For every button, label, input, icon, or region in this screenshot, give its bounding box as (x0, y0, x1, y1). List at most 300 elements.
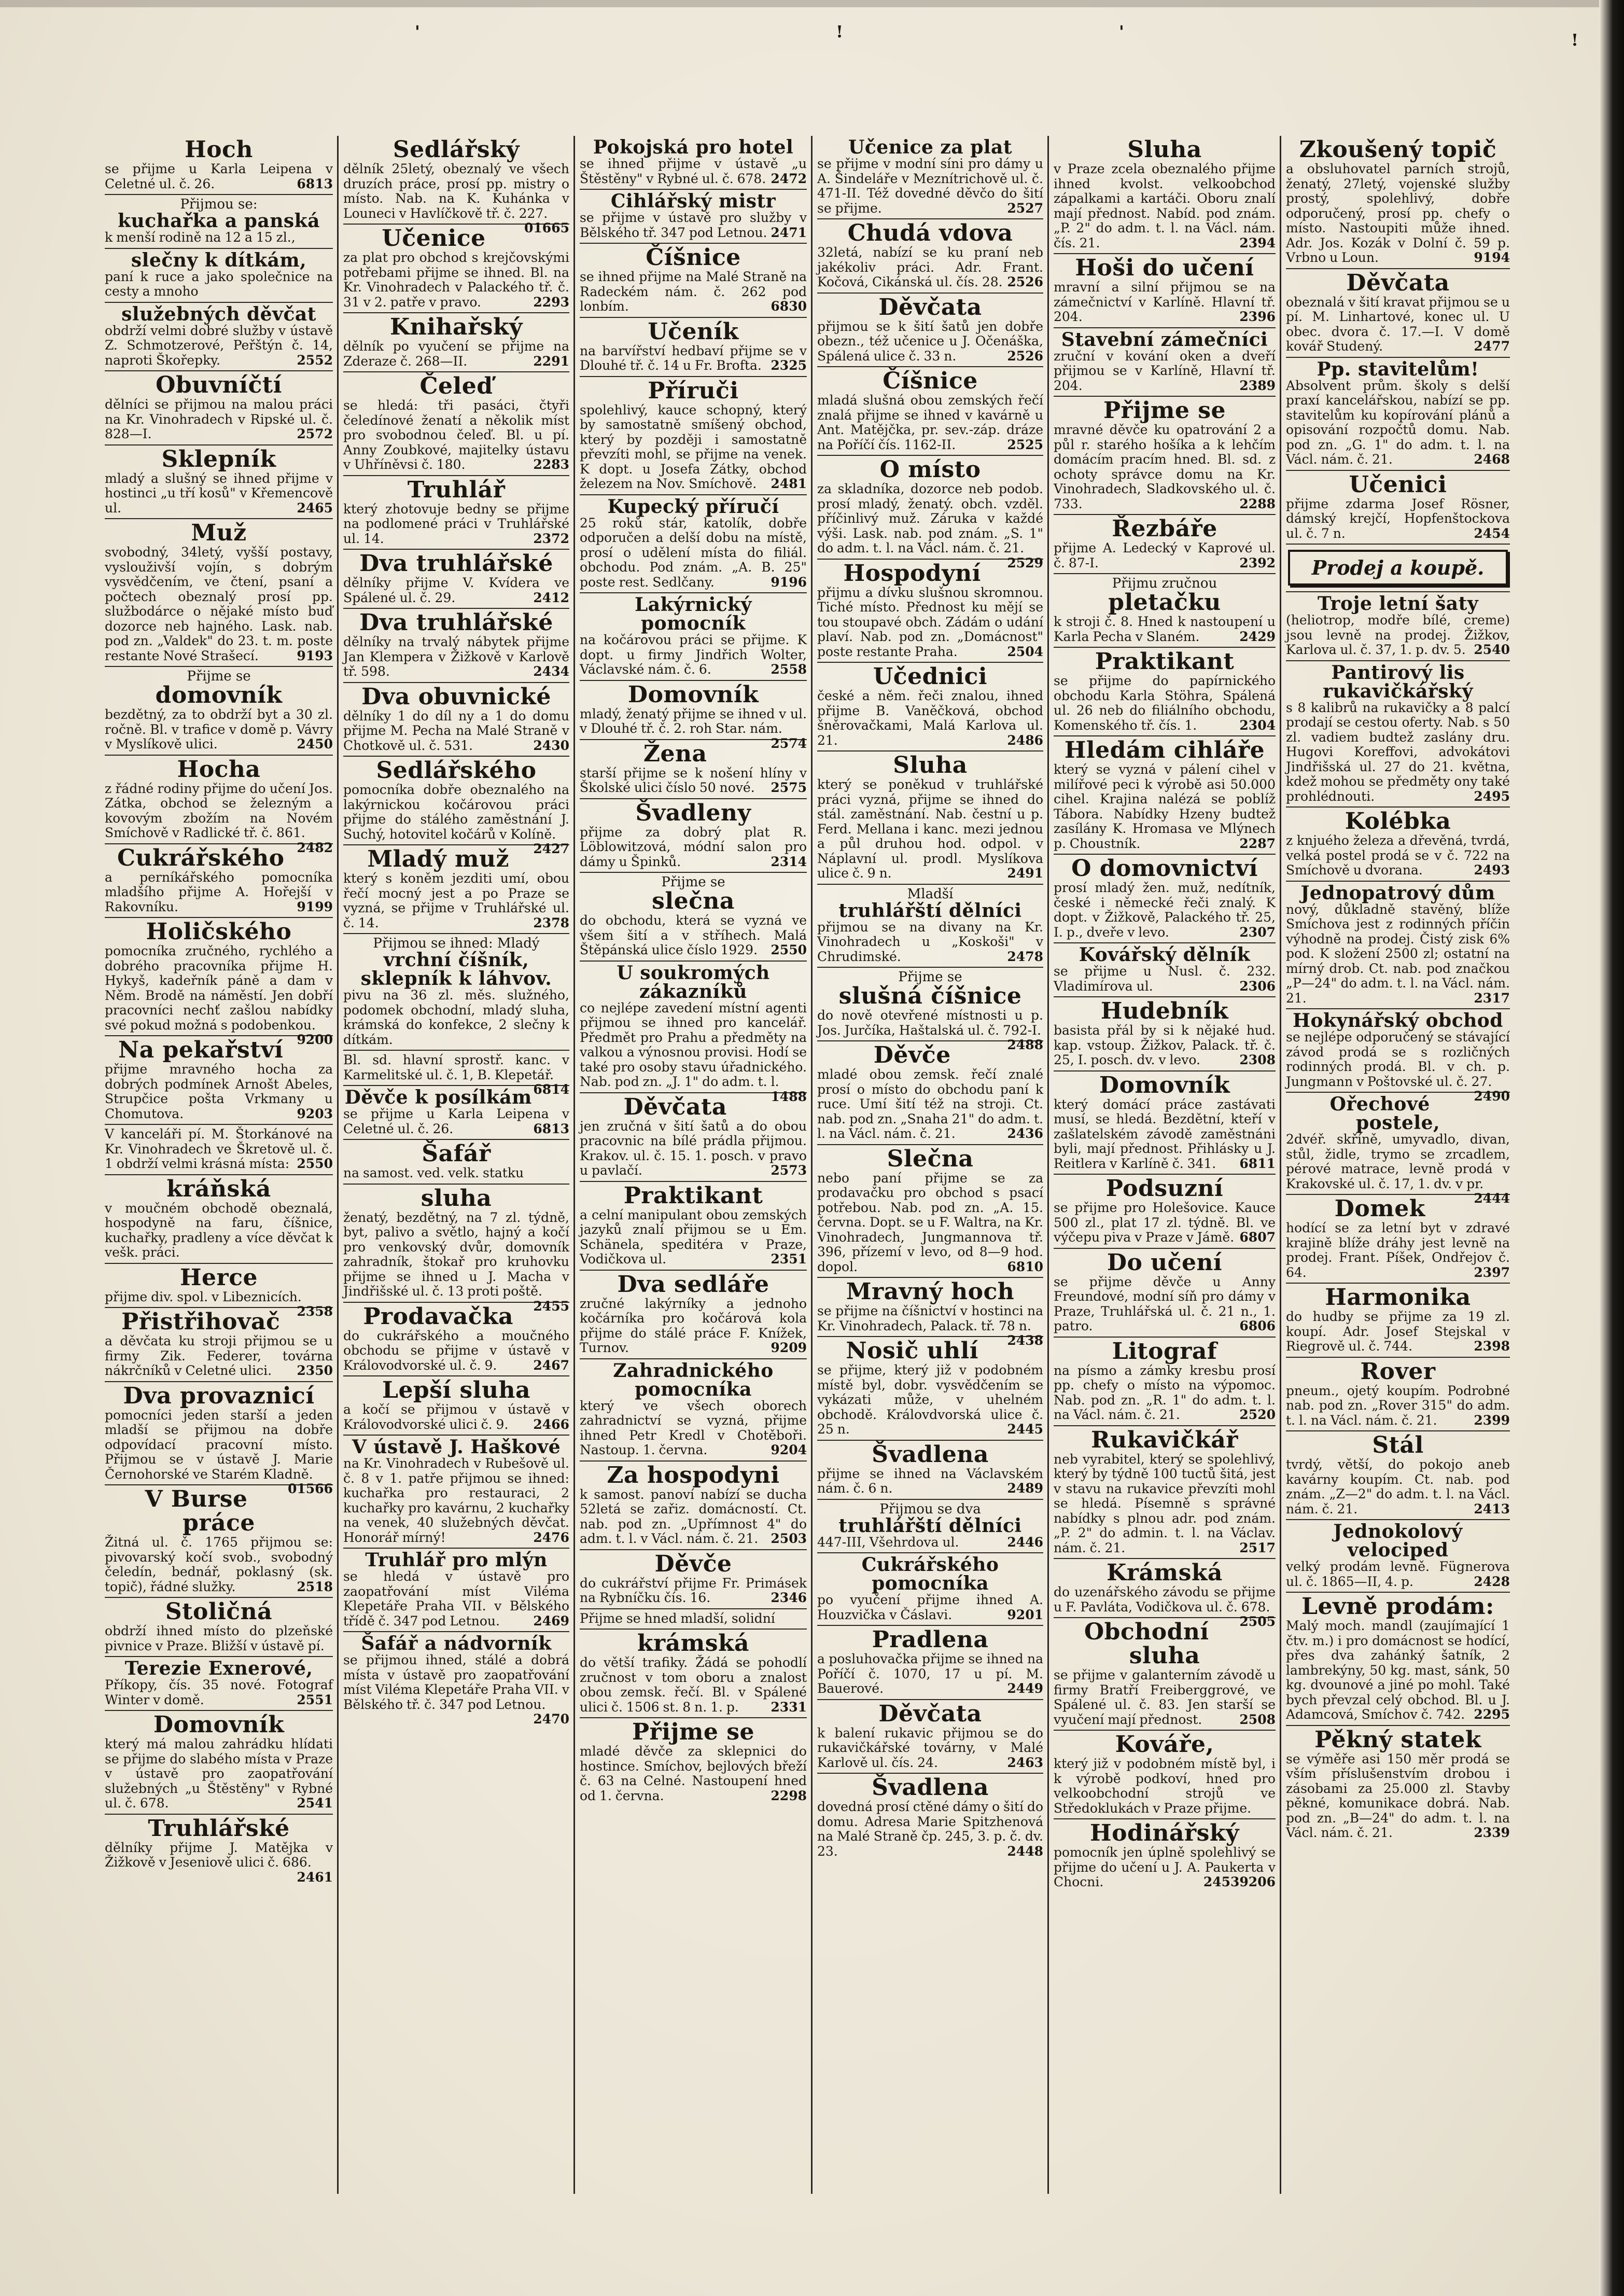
ad-number: 2541 (297, 1796, 333, 1811)
ad-body (343, 1107, 569, 1136)
ad-headline: Pěkný statek (1314, 1726, 1481, 1753)
ad-number: 2527 (1007, 200, 1043, 216)
ad-number: 2358 (297, 1304, 333, 1319)
ad-number: 2481 (771, 476, 807, 491)
ad-number: 2526 (1007, 274, 1043, 289)
ad-body (580, 1611, 807, 1626)
ad-headline: Hledám cihláře (1064, 737, 1265, 763)
ad-headline: Litograf (1112, 1338, 1217, 1365)
ad-text: k samost. panoví nabízí se ducha 52letá se zařiz. domácností. Ct. nab. pod zn. „Upřímnost 4" do adm. t. l. v Václ. nám. č. 21. (580, 1486, 807, 1546)
ad-text: Absolvent prům. školy s delší praxí kancelářskou, nabízí se pp. stavitelům ku kopírování plánů a opisování rozpočtů domu. Nab. pod zn. „G. 1" do adm. t. l. na Václ. nám. č. 21. (1286, 378, 1510, 467)
ad-text: pivu na 36 zl. měs. služného, podomek obchodní, mladý sluha, krámská do konfekce, 2 slečny k dítkám. (343, 987, 569, 1047)
ad-number: 2551 (297, 1692, 333, 1707)
ad-body (580, 825, 807, 870)
ad-headline: Nosič uhlí (846, 1338, 978, 1364)
ad-text: se ihned přijme na Malé Straně na Radeckém nám. č. 262 pod lonbím. (580, 269, 807, 314)
ad-number: 9203 (297, 1106, 333, 1121)
classified-ad (580, 873, 807, 962)
classified-ad (105, 1036, 333, 1125)
classified-ad (1054, 1559, 1276, 1629)
ad-text: se přijme v galanterním závodě u firmy Bratří Freiberggrové, ve Spálené ul. č. 83. Jen starší se vyučení mají přednost. (1054, 1667, 1276, 1727)
classified-ad (580, 1550, 807, 1609)
ad-number: 01665 (524, 220, 569, 235)
ad-text: přijme div. spol. v Libeznicích. (105, 1289, 302, 1304)
ad-text: basista přál by si k nějaké hud. kap. vstoup. Žižkov, Palack. tř. č. 25, I. posch. dv. v levo. (1054, 1023, 1276, 1067)
ad-body (1054, 1097, 1276, 1172)
ad-number: 2472 (771, 171, 807, 186)
classified-column (1283, 136, 1513, 2194)
classified-ad (105, 667, 333, 756)
ad-text: v Praze zcela obeznalého přijme ihned kvolst. velkoobchod zápalkami a kartáči. Oboru znalí mají přednost. Nabíd. pod znám. „P. 2" do adm. t. l. na Václ. nám. čís. 21. (1054, 161, 1276, 251)
ad-text: velký prodám levně. Fügnerova ul. č. 1865—II, 4. p. (1286, 1559, 1510, 1589)
ad-text: do uzenářského závodu se přijme u F. Pavláta, Vodičkova ul. č. 678. (1054, 1584, 1276, 1615)
ad-headline: Řezbáře (1112, 516, 1217, 542)
classified-ad (343, 225, 569, 313)
ad-number: 2444 (1474, 1191, 1510, 1206)
ad-text: bezdětný, za to obdrží byt a 30 zl. ročně. Bl. v trafice v domě p. Vávry v Myslíkově ulici. (105, 707, 333, 752)
ad-headline: Příruči (648, 377, 739, 404)
ad-headline: Do učení (1107, 1249, 1223, 1276)
ad-headline: Sedlářský (393, 136, 520, 163)
ad-body (105, 397, 333, 442)
ad-number: 9199 (297, 899, 333, 914)
classified-ad (105, 1125, 333, 1175)
ad-text: zručné lakýrníky a jednoho kočárníka pro kočárová kola přijme do stálé práce F. Knížek, Turnov. (580, 1296, 807, 1355)
classified-ad (580, 190, 807, 244)
ad-headline: Číšnice (883, 368, 978, 394)
ad-headline: Zkoušený topič (1299, 136, 1497, 163)
ad-text: neb vyrabitel, který se spolehlivý, který by týdně 100 tuctů šitá, jest v stavu na rukavice převzíti mohl se hledá. Písemně s správné nabídky s plnou adr. pod znám. „P. 2" do admin. t. l. na Václav. nám. č. 21. (1054, 1451, 1276, 1555)
ad-body (1054, 423, 1276, 511)
ad-body (105, 1535, 333, 1594)
ad-body (580, 270, 807, 314)
classified-ad (1054, 855, 1276, 943)
classified-ad (1286, 1009, 1510, 1104)
ad-body (105, 943, 333, 1047)
ad-headline: vrchní číšník, sklepník k láhvov. (360, 949, 552, 990)
ad-number: 2392 (1239, 555, 1276, 570)
ad-headline: Jednopatrový dům (1300, 882, 1495, 904)
ad-text: se přijme v ústavě pro služby v Bělského tř. 347 pod Letnou. (580, 210, 807, 240)
classified-ad (343, 609, 569, 683)
ad-number: 6810 (1007, 1259, 1043, 1274)
ad-headline: Pokojská pro hotel (593, 136, 794, 158)
ad-text: se přijme na číšnictví v hostinci na Kr. Vinohradech, Palack. tř. 78 n. (817, 1303, 1043, 1333)
ad-body (105, 1624, 333, 1653)
classified-ad (817, 367, 1043, 456)
ad-number: 2429 (1239, 629, 1276, 644)
ad-body (105, 230, 333, 245)
ad-number: 2486 (1007, 732, 1043, 748)
ad-body (1054, 280, 1276, 325)
ad-body (1054, 1845, 1276, 1890)
ad-number: 6813 (533, 1121, 569, 1136)
classified-ad (1054, 1618, 1276, 1731)
ad-number: 9194 (1474, 250, 1510, 265)
ad-text: české a něm. řeči znalou, ihned přijme B. Vaněčková, obchod šněrovačkami, Malá Karlova ul. 21. (817, 688, 1043, 748)
classified-ad (817, 1700, 1043, 1774)
ad-headline: Slečna (887, 1145, 974, 1172)
ad-headline: Žena (643, 740, 707, 767)
ad-body (817, 1726, 1043, 1771)
ad-headline: Cihlářský mistr (610, 190, 776, 212)
ad-headline: Podsuzní (1105, 1175, 1224, 1202)
ad-headline: Učeník (648, 318, 739, 345)
ad-headline: Učenice za plat (848, 136, 1013, 158)
ad-body (105, 781, 333, 855)
ad-body (1054, 762, 1276, 851)
ad-text: se ihned přijme v ústavě „u Štěstěny" v Rybné ul. č. 678. (580, 156, 807, 186)
ad-body (105, 1289, 333, 1319)
ad-text: k stroji č. 8. Hned k nastoupení u Karla Pecha v Slaném. (1054, 614, 1276, 644)
ad-number: 2489 (1007, 1481, 1043, 1496)
ad-number: 6814 (533, 1082, 569, 1097)
ad-text: se přijme u Karla Leipena v Celetné ul. č. 26. (343, 1106, 569, 1136)
ad-body (580, 1399, 807, 1458)
ad-number: 2575 (771, 780, 807, 795)
ad-number: 2573 (771, 1163, 807, 1178)
ad-headline: Děvčata (878, 1700, 982, 1727)
ad-text: mladé děvče za sklepnici do hostince. Smíchov, bejlových břeží č. 63 na Celné. Nastoupení hned od 1. června. (580, 1744, 807, 1803)
classified-ad (1054, 1731, 1276, 1819)
classified-ad (343, 1436, 569, 1549)
classified-ad (817, 294, 1043, 368)
ad-text: zruční v kování oken a dveří přijmou se v Karlíně, Hlavní tř. 204. (1054, 348, 1276, 393)
classified-ad (580, 1609, 807, 1630)
ad-body (343, 988, 569, 1047)
ad-text: který se vyzná v pálení cihel v milířové peci k výrobě asi 50.000 cihel. Krajina nalézá se poblíž Tábora. Nabídky Hzeny budtež zasílány K. Hromasa ve Mlýnech p. Choustník. (1054, 762, 1276, 851)
ad-headline: Sluha (893, 752, 968, 778)
ad-text: Malý moch. mandl (zaujímající 1 čtv. m.) i pro domácnost se hodící, přes dva zahánký šatník, 2 lambrekýny, 50 kg. mast, sánk, 50 kg. dvounové a jiné po mohl. Také bych převzal celý obchod. Bl. u J. Adamcová, Smíchov č. 742. (1286, 1618, 1510, 1722)
ad-headline: Stoličná (165, 1598, 273, 1625)
ad-body (1286, 1560, 1510, 1589)
ad-number: 6813 (297, 176, 333, 191)
classified-ad (817, 663, 1043, 752)
ad-number: 2434 (533, 664, 569, 679)
ad-text: pomocníka dobře obeznalého na lakýrnickou kočárovou práci přijme do stálého zaměstnání J. Suchý, hotovitel kočárů v Kolíně. (343, 782, 569, 842)
ad-body (343, 1456, 569, 1545)
ad-number: 6830 (771, 299, 807, 314)
ad-text: jen zručná v šití šatů a do obou pracovnic na bílé prádla přijmou. Krakov. ul. č. 15. 1. posch. v pravo u pavlačí. (580, 1118, 807, 1178)
classified-ad (817, 1145, 1043, 1278)
ad-headline: Švadleny (635, 799, 751, 826)
ad-body (817, 1593, 1043, 1622)
ad-number: 2453 (1203, 1874, 1240, 1889)
ad-body (343, 1652, 569, 1727)
ad-body (343, 161, 569, 235)
classified-ad (1286, 471, 1510, 545)
ad-number: 2520 (1239, 1407, 1276, 1422)
ad-number: 2466 (533, 1416, 569, 1432)
ad-headline: Prodavačka (363, 1303, 514, 1330)
classified-ad (1054, 254, 1276, 328)
ad-text: obeznalá v šití kravat přijmou se u pí. M. Linhartové, konec ul. U obec. dvora č. 17.—I. V domě kovář Studený. (1286, 294, 1510, 354)
ad-body (580, 633, 807, 677)
ad-number: 2350 (297, 1363, 333, 1378)
ad-body (1286, 497, 1510, 541)
page-mark: ! (1571, 30, 1579, 50)
ad-text: pneum., ojetý koupím. Podrobné nab. pod zn. „Rover 315" do adm. t. l. na Václ. nám. č. 21. (1286, 1383, 1510, 1428)
ad-body (580, 913, 807, 958)
classified-ad (1286, 545, 1510, 592)
ad-text: Žitná ul. č. 1765 přijmou se: pivovarský kočí svob., svobodný čeledín, bednář, poklasný (sk. topič), řádné služky. (105, 1535, 333, 1594)
ad-body (105, 270, 333, 299)
ad-number: 9201 (1007, 1607, 1043, 1622)
classified-ad (105, 195, 333, 249)
ad-text: na kočárovou práci se přijme. K dopt. u firmy Jindřich Wolter, Václavské nám. č. 6. (580, 632, 807, 677)
ad-body (343, 576, 569, 605)
ad-headline: Dva truhlářské (359, 550, 553, 577)
ad-text: přijme mravného hocha za dobrých podmínek Arnošt Abeles, Strupčice pošta Vrkmany u Chomutova. (105, 1062, 333, 1121)
ad-intro: Přijmou se ihned: Mladý (373, 936, 540, 951)
classified-ad (105, 249, 333, 303)
ad-number: 2503 (771, 1531, 807, 1546)
ad-body (105, 1201, 333, 1260)
ad-headline: Rukavičkář (1091, 1426, 1238, 1453)
ad-text: dělníky 1 do díl ny a 1 do domu přijme M. Pecha na Malé Straně v Chotkově ul. č. 531. (343, 708, 569, 753)
ad-headline: Muž (191, 520, 247, 546)
ad-number: 2325 (771, 358, 807, 373)
ad-body (1286, 1619, 1510, 1722)
ad-body (817, 393, 1043, 452)
ad-text: po vyučení přijme ihned A. Houzvička v Čáslavi. (817, 1592, 1043, 1622)
ad-body (343, 871, 569, 930)
ad-number: 9200 (297, 1032, 333, 1047)
ad-body (1286, 1752, 1510, 1841)
ad-number: 2288 (1239, 496, 1276, 511)
page-mark: ' (415, 22, 420, 41)
ad-number: 2471 (771, 225, 807, 240)
ad-text: v moučném obchodě obeznalá, hospodyně na faru, číšnice, kuchařky, pradleny a více děvčat k vešk. práci. (105, 1200, 333, 1260)
ad-body (343, 339, 569, 369)
ad-headline: Dva sedláře (617, 1271, 769, 1298)
classified-column (340, 136, 572, 2194)
ad-headline: Cukrářského pomocníka (861, 1554, 999, 1594)
ad-text: mravné děvče ku opatrování 2 a půl r. starého hošíka a k lehčím domácím pracím hned. Bl. sd. z ochoty správce domu na Kr. Vinohradech, Sladkovského ul. č. 733. (1054, 422, 1276, 511)
ad-text: dělník 25letý, obeznalý ve všech druzích práce, prosí pp. mistry o místo. Nab. na K. Kuhánka v Louneci v Havlíčkově tř. č. 227. (343, 161, 569, 221)
ad-number: 2463 (1007, 1755, 1043, 1770)
ad-text: který se poněkud v truhlářské práci vyzná, přijme se ihned do stál. zaměstnání. Nab. čestní u p. Ferd. Mellana i kanc. mezi jednou a půl druhou hod. odpol. v Náplavní ul. prodl. Myslíkova ulice č. 9 n. (817, 777, 1043, 881)
classified-ad (1286, 882, 1510, 1010)
ad-headline: Šafář a nádvorník (361, 1633, 552, 1654)
ad-body (817, 1303, 1043, 1348)
ad-headline: Přijme se (1103, 397, 1226, 424)
ad-number: 2540 (1474, 642, 1510, 657)
classified-ad (580, 1630, 807, 1718)
ad-text: se přijme pro Holešovice. Kauce 500 zl., plat 17 zl. týdně. Bl. ve výčepu piva v Praze v Jámě. (1054, 1200, 1276, 1245)
ad-headline: Domek (1334, 1195, 1425, 1222)
ad-text: za skladníka, dozorce neb podob. prosí mladý, ženatý. obch. vzděl. příčinlivý muž. Záruka v každé výši. Lask. nab. pod znám. „S. 1" do adm. t. l. na Václ. nám. č. 21. (817, 481, 1043, 555)
ad-text: přijmu a dívku slušnou skromnou. Tiché místo. Přednost ku mějí se tou stoupavé obch. Zádám o udání plaví. Nab. pod zn. „Domácnost" poste restante Praha. (817, 585, 1043, 659)
ad-text: mladý, ženatý přijme se ihned v ul. v Dlouhé tř. č. 2. roh Star. nám. (580, 706, 807, 736)
ad-body (343, 1402, 569, 1432)
ad-text: co nejlépe zavedení místní agenti přijmou se ihned pro kancelář. Předmět pro Prahu a předměty na valkou a výnosnou provisi. Hodí se také pro osoby stavu úřadnického. Nab. pod zn. „J. 1" do adm. t. l. (580, 1000, 807, 1089)
ad-body (1286, 833, 1510, 878)
ad-headline: Terezie Exnerové, (124, 1658, 313, 1679)
ad-text: na Kr. Vinohradech v Rubešově ul. č. 8 v 1. patře přijmou se ihned: kuchařka pro restauraci, 2 kuchařky pro kavárnu, 2 kuchařky na venek, 40 služebných děvčat. Honorář mírný! (343, 1456, 569, 1545)
ad-number: 2339 (1474, 1825, 1510, 1840)
ad-text: spolehlivý, kauce schopný, který by samostatně smíšený obchod, který by později i samostatně převzíti mohl, se přijme na venek. K dopt. u Josefa Zátky, obchod železem na Nov. Smíchově. (580, 402, 807, 491)
ad-text: starší přijme se k nošení hlíny v Školské ulici číslo 50 nové. (580, 765, 807, 795)
ad-text: svobodný, 34letý, vyšší postavy, vyslouživší vojín, s dobrým vysvědčením, ve čtení, psaní a počtech obeznalý prosí pp. službodárce o nějaké místo buď dozorce neb hajného. Lask. nab. pod zn. „Valdek" do 23. t. m. poste restante Nové Strašecí. (105, 545, 333, 663)
classified-ad (1054, 136, 1276, 254)
ad-text: do větší trafiky. Žádá se pohodlí zručnost v tom oboru a znalost obou zemsk. řečí. Bl. v Spálené ulici č. 1506 st. 8 n. 1. p. (580, 1655, 807, 1715)
ad-body (817, 1067, 1043, 1142)
classified-ad (105, 136, 333, 195)
ad-body (1054, 349, 1276, 394)
ad-text: se přijme do papírnického obchodu Karla Stöhra, Spálená ul. 26 neb do filiálního obchodu, Komenského tř. čís. 1. (1054, 673, 1276, 733)
classified-section (102, 136, 1513, 2194)
classified-ad (105, 756, 333, 855)
ad-number: 2331 (771, 1699, 807, 1715)
ad-body (1286, 162, 1510, 266)
ad-body (1054, 1275, 1276, 1334)
ad-body (817, 481, 1043, 570)
ad-text: z řádné rodiny přijme do učení Jos. Zátka, obchod se železným a kovovým zbožím na Novém Smíchově v Radlické tř. č. 861. (105, 781, 333, 840)
ad-intro: Přijmou se: (180, 197, 258, 212)
ad-headline: Dva truhlářské (359, 609, 553, 636)
ad-headline: slečny k dítkám, (131, 249, 307, 271)
ad-body (105, 471, 333, 516)
ad-text: do cukrářství přijme Fr. Primásek na Rybníčku čís. 16. (580, 1575, 807, 1605)
ad-headline: Děvče (654, 1550, 732, 1577)
ad-text: dělníci se přijmou na malou práci na Kr. Vinohradech v Ripské ul. č. 828—I. (105, 397, 333, 441)
ad-headline: Truhlář pro mlýn (365, 1549, 548, 1571)
classified-ad (343, 1632, 569, 1727)
classified-ad (580, 1182, 807, 1271)
ad-body (343, 1209, 569, 1314)
ad-number: 9193 (297, 648, 333, 663)
classified-ad (817, 968, 1043, 1052)
ad-headline: O místo (879, 456, 981, 483)
ad-number: 2372 (533, 531, 569, 546)
ad-headline: Kolébka (1345, 808, 1451, 834)
ad-text: se přijme u Karla Leipena v Celetné ul. č. 26. (105, 161, 333, 191)
ad-number: 2455 (533, 1298, 569, 1314)
ad-body (817, 319, 1043, 364)
ad-text: 2dvéř. skříně, umyvadlo, divan, stůl, židle, trymo se zrcadlem, pérové matrace, levně prodá v Krakovské ul. č. 17, 1. dv. v pr. (1286, 1132, 1510, 1191)
ad-text: mravní a silní přijmou se na zámečnictví v Karlíně. Hlavní tř. 204. (1054, 280, 1276, 324)
ad-body (580, 1000, 807, 1104)
ad-headline: sluha (421, 1185, 492, 1212)
ad-number: 2304 (1239, 717, 1276, 733)
ad-headline: Kovářský dělník (1079, 944, 1251, 966)
classified-ad (343, 313, 569, 372)
ad-text: ženatý, bezdětný, na 7 zl. týdně, byt, palivo a světlo, hajný a kočí pro venkovský dvůr, domovník zahradník, štokař pro kruhovku přijme se ihned u J. Macha v Jindřišské ul. č. 13 proti poště. (343, 1209, 569, 1299)
ad-intro: Přijmu zručnou (1112, 576, 1217, 591)
ad-body (817, 689, 1043, 748)
ad-body (343, 398, 569, 472)
classified-ad (1054, 574, 1276, 648)
classified-ad (1286, 358, 1510, 471)
ad-body (580, 1655, 807, 1715)
ad-text: prosí mladý žen. muž, nedítník, české i německé řeči znalý. K dopt. v Žižkově, Palackého tř. 25, I. p., dveře v levo. (1054, 880, 1276, 940)
classified-ad (1054, 1819, 1276, 1893)
ad-headline: Jednokolový velociped (1333, 1521, 1463, 1561)
ad-body (105, 1678, 333, 1707)
ad-body (580, 1208, 807, 1267)
classified-ad (1054, 943, 1276, 997)
ad-text: pomocníci jeden starší a jeden mladší se přijmou na dobře odpovídací pracovní místo. Přijmou se v ústavě J. Marie Černohorské ve Starém Kladně. (105, 1407, 333, 1482)
ad-headline: Hospodyní (843, 560, 981, 587)
ad-body (1286, 613, 1510, 658)
ad-headline: Sklepník (161, 446, 276, 472)
ad-headline: Levně prodám: (1301, 1593, 1494, 1620)
ad-body (1054, 1452, 1276, 1556)
ad-body (580, 706, 807, 751)
ad-text: a děvčata ku stroji přijmou se u firmy Zik. Federer, továrna nákrčníků v Celetné ulici. (105, 1333, 333, 1378)
classified-ad (343, 683, 569, 757)
classified-ad (1286, 808, 1510, 882)
ad-headline: Domovník (153, 1711, 285, 1738)
classified-ad (817, 219, 1043, 294)
ad-number: 2445 (1007, 1422, 1043, 1437)
ad-text: k balení rukavic přijmou se do rukavičkářské továrny, v Malé Karlově ul. čís. 24. (817, 1725, 1043, 1770)
ad-body (817, 1467, 1043, 1496)
classified-ad (1054, 1249, 1276, 1338)
ad-text: (heliotrop, modře bílé, creme) jsou levně na prodej. Žižkov, Karlova ul. č. 37, 1. p. dv. 5. (1286, 613, 1510, 657)
ad-headline: truhlářští dělníci (838, 899, 1022, 922)
classified-ad (580, 1718, 807, 1806)
ad-number: 2454 (1474, 525, 1510, 541)
ad-body (580, 1297, 807, 1356)
ad-headline: Praktikant (623, 1182, 763, 1209)
ad-body (817, 920, 1043, 965)
scan-right-edge (1599, 0, 1624, 2296)
ad-body (580, 1119, 807, 1178)
ad-number: 2552 (297, 352, 333, 368)
ad-headline: truhlářští dělníci (838, 1514, 1022, 1537)
ad-number: 9204 (771, 1442, 807, 1457)
ad-number: 2469 (533, 1613, 569, 1629)
classified-ad (1054, 1426, 1276, 1560)
ad-number: 2558 (771, 662, 807, 677)
ad-body (817, 245, 1043, 290)
ad-intro: Mladší (907, 886, 954, 902)
ad-number: 2291 (533, 353, 569, 369)
classified-ad (343, 476, 569, 550)
ad-body (580, 403, 807, 492)
ad-body (1054, 1201, 1276, 1245)
classified-ad (1286, 1195, 1510, 1284)
ad-text: 447-III, Všehrdova ul. (817, 1534, 959, 1550)
ad-body (817, 1652, 1043, 1696)
classified-column (102, 136, 336, 2194)
ad-headline: O domovnictví (1071, 855, 1258, 882)
ad-number: 2346 (771, 1590, 807, 1605)
ad-headline: Přistřihovač (121, 1309, 281, 1335)
ad-body (580, 1744, 807, 1803)
ad-body (817, 1800, 1043, 1859)
ad-body (580, 157, 807, 186)
ad-body (105, 1062, 333, 1121)
classified-ad (105, 1598, 333, 1657)
ad-body (1054, 1363, 1276, 1423)
ad-headline: U soukromých zákazníků (617, 962, 770, 1003)
ad-number: 2427 (533, 841, 569, 856)
ad-headline: Troje letní šaty (1317, 593, 1479, 615)
ad-body (1286, 1310, 1510, 1354)
classified-ad (817, 752, 1043, 885)
ad-text: se přijme děvče u Anny Freundové, modní síň pro dámy v Praze, Truhlářská ul. č. 21 n., 1. patro. (1054, 1274, 1276, 1333)
classified-ad (1054, 328, 1276, 397)
ad-text: na barvířství hedbaví přijme se v Dlouhé tř. č. 14 u Fr. Brofta. (580, 343, 807, 373)
ad-text: k menší rodině na 12 a 15 zl., (105, 230, 296, 245)
ad-number: 2398 (1474, 1339, 1510, 1354)
ad-text: dělníky na trvalý nábytek přijme Jan Klempera v Žižkově v Karlově tř. 598. (343, 634, 569, 679)
classified-ad (817, 1626, 1043, 1700)
classified-ad (580, 1093, 807, 1182)
